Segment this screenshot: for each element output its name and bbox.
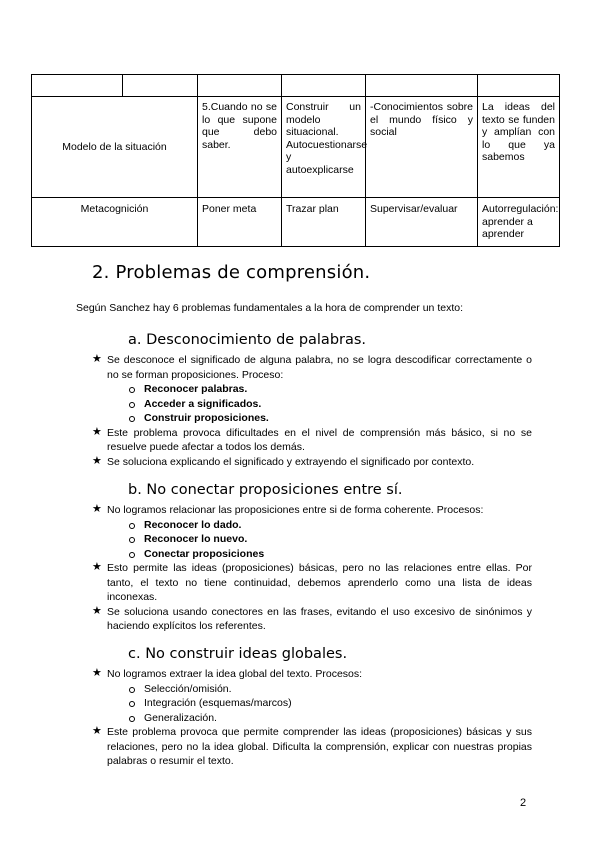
list-item (92, 667, 532, 725)
sub-item-text: Construir proposiciones. (144, 412, 269, 424)
circle-bullet-icon (129, 552, 135, 558)
star-bullet-icon: ★ (92, 604, 102, 617)
sub-item-text: Reconocer lo dado. (144, 518, 242, 531)
list-item (92, 455, 532, 470)
table-cell (366, 75, 478, 97)
sub-item-text: Generalización. (144, 711, 217, 724)
subsection-title: a. Desconocimiento de palabras. (128, 332, 367, 348)
list-item (92, 426, 532, 455)
subsection-c (92, 646, 532, 769)
sub-item-text: Integración (esquemas/marcos) (144, 697, 292, 709)
bullet-text: No logramos relacionar las proposiciones entre si de forma coherente. Procesos: (107, 504, 484, 516)
star-bullet-icon: ★ (92, 561, 102, 573)
sub-list-item (107, 382, 532, 397)
sub-list-item (107, 532, 532, 547)
sub-list-item (107, 682, 532, 697)
bullet-text: Este problema provoca dificultades en el nivel de comprensión más básico, si no se resuelve puede afectar a todos los demás. (107, 426, 532, 453)
sub-list-item (107, 411, 532, 426)
bullet-text: Se soluciona explicando el significado y extrayendo el significado por contexto. (107, 455, 475, 468)
sub-list-item (107, 518, 532, 533)
row-label: Metacognición (32, 198, 198, 247)
list-item (92, 503, 532, 561)
circle-bullet-icon (129, 416, 135, 422)
subsection-b (92, 482, 532, 634)
bullet-text: Se desconoce el significado de alguna palabra, no se logra descodificar correctamente o no se forman proposiciones. Proceso: (107, 354, 532, 381)
list-item (92, 725, 532, 769)
sub-item-text: Conectar proposiciones (144, 547, 265, 560)
star-bullet-icon: ★ (92, 425, 102, 438)
cognitive-processes-table (31, 74, 560, 247)
sub-item-text: Reconocer lo nuevo. (144, 533, 248, 545)
circle-bullet-icon (129, 537, 135, 543)
bullet-text: Se soluciona usando conectores en las frases, evitando el uso excesivo de sinónimos y haciendo explícitos los referentes. (107, 605, 532, 632)
table-cell (478, 75, 560, 97)
sub-item-text: Acceder a significados. (144, 397, 262, 410)
star-bullet-icon: ★ (92, 503, 102, 515)
sub-item-text: Selección/omisión. (144, 682, 232, 695)
subsection-a (92, 332, 532, 469)
list-item (92, 605, 532, 634)
table-row (32, 198, 560, 247)
table-cell: Construir un modelo situacional. Autocuestionarse y autoexplicarse (282, 97, 366, 198)
table-cell (282, 75, 366, 97)
circle-bullet-icon (129, 687, 135, 693)
circle-bullet-icon (129, 387, 135, 393)
list-item (92, 561, 532, 605)
sub-list-item (107, 397, 532, 412)
star-bullet-icon: ★ (92, 454, 102, 467)
table-cell: -Conocimientos sobre el mundo físico y social (366, 97, 478, 198)
circle-bullet-icon (129, 701, 135, 707)
sub-list-item (107, 711, 532, 726)
bullet-text: Este problema provoca que permite comprender las ideas (proposiciones) básicas y sus relaciones, pero no la idea global. Dificulta la comprensión, explicar con nuestras propias palabras o resumir el texto. (107, 726, 532, 767)
sub-list-item (107, 547, 532, 562)
sub-item-text: Reconocer palabras. (144, 383, 248, 395)
list-item (92, 353, 532, 426)
circle-bullet-icon (129, 716, 135, 722)
bullet-text: No logramos extraer la idea global del texto. Procesos: (107, 668, 363, 680)
star-bullet-icon: ★ (92, 353, 102, 365)
star-bullet-icon: ★ (92, 667, 102, 679)
section-heading: 2. Problemas de comprensión. (92, 262, 371, 283)
table-cell (123, 75, 198, 97)
table-cell: Supervisar/evaluar (366, 198, 478, 247)
circle-bullet-icon (129, 402, 135, 408)
table-cell: Poner meta (198, 198, 282, 247)
bullet-text: Esto permite las ideas (proposiciones) básicas, pero no las relaciones entre ellas. Por tanto, el texto no tiene continuidad, debemos aprenderlo como una lista de ideas inconexas. (107, 562, 532, 603)
table-cell: Autorregulación: aprender a aprender (478, 198, 560, 247)
table-cell: La ideas del texto se funden y amplían con lo que ya sabemos (478, 97, 560, 198)
table-cell: 5.Cuando no se lo que supone que debo saber. (198, 97, 282, 198)
row-label: Modelo de la situación (32, 97, 198, 198)
table-cell (32, 75, 123, 97)
table-cell (198, 75, 282, 97)
table-row (32, 75, 560, 97)
intro-paragraph: Según Sanchez hay 6 problemas fundamentales a la hora de comprender un texto: (76, 302, 463, 314)
table-cell: Trazar plan (282, 198, 366, 247)
subsection-title: b. No conectar proposiciones entre sí. (128, 482, 403, 498)
subsection-title: c. No construir ideas globales. (128, 646, 348, 662)
sub-list-item (107, 696, 532, 711)
star-bullet-icon: ★ (92, 725, 102, 737)
table-row (32, 97, 560, 198)
page-number: 2 (520, 797, 527, 809)
circle-bullet-icon (129, 523, 135, 529)
